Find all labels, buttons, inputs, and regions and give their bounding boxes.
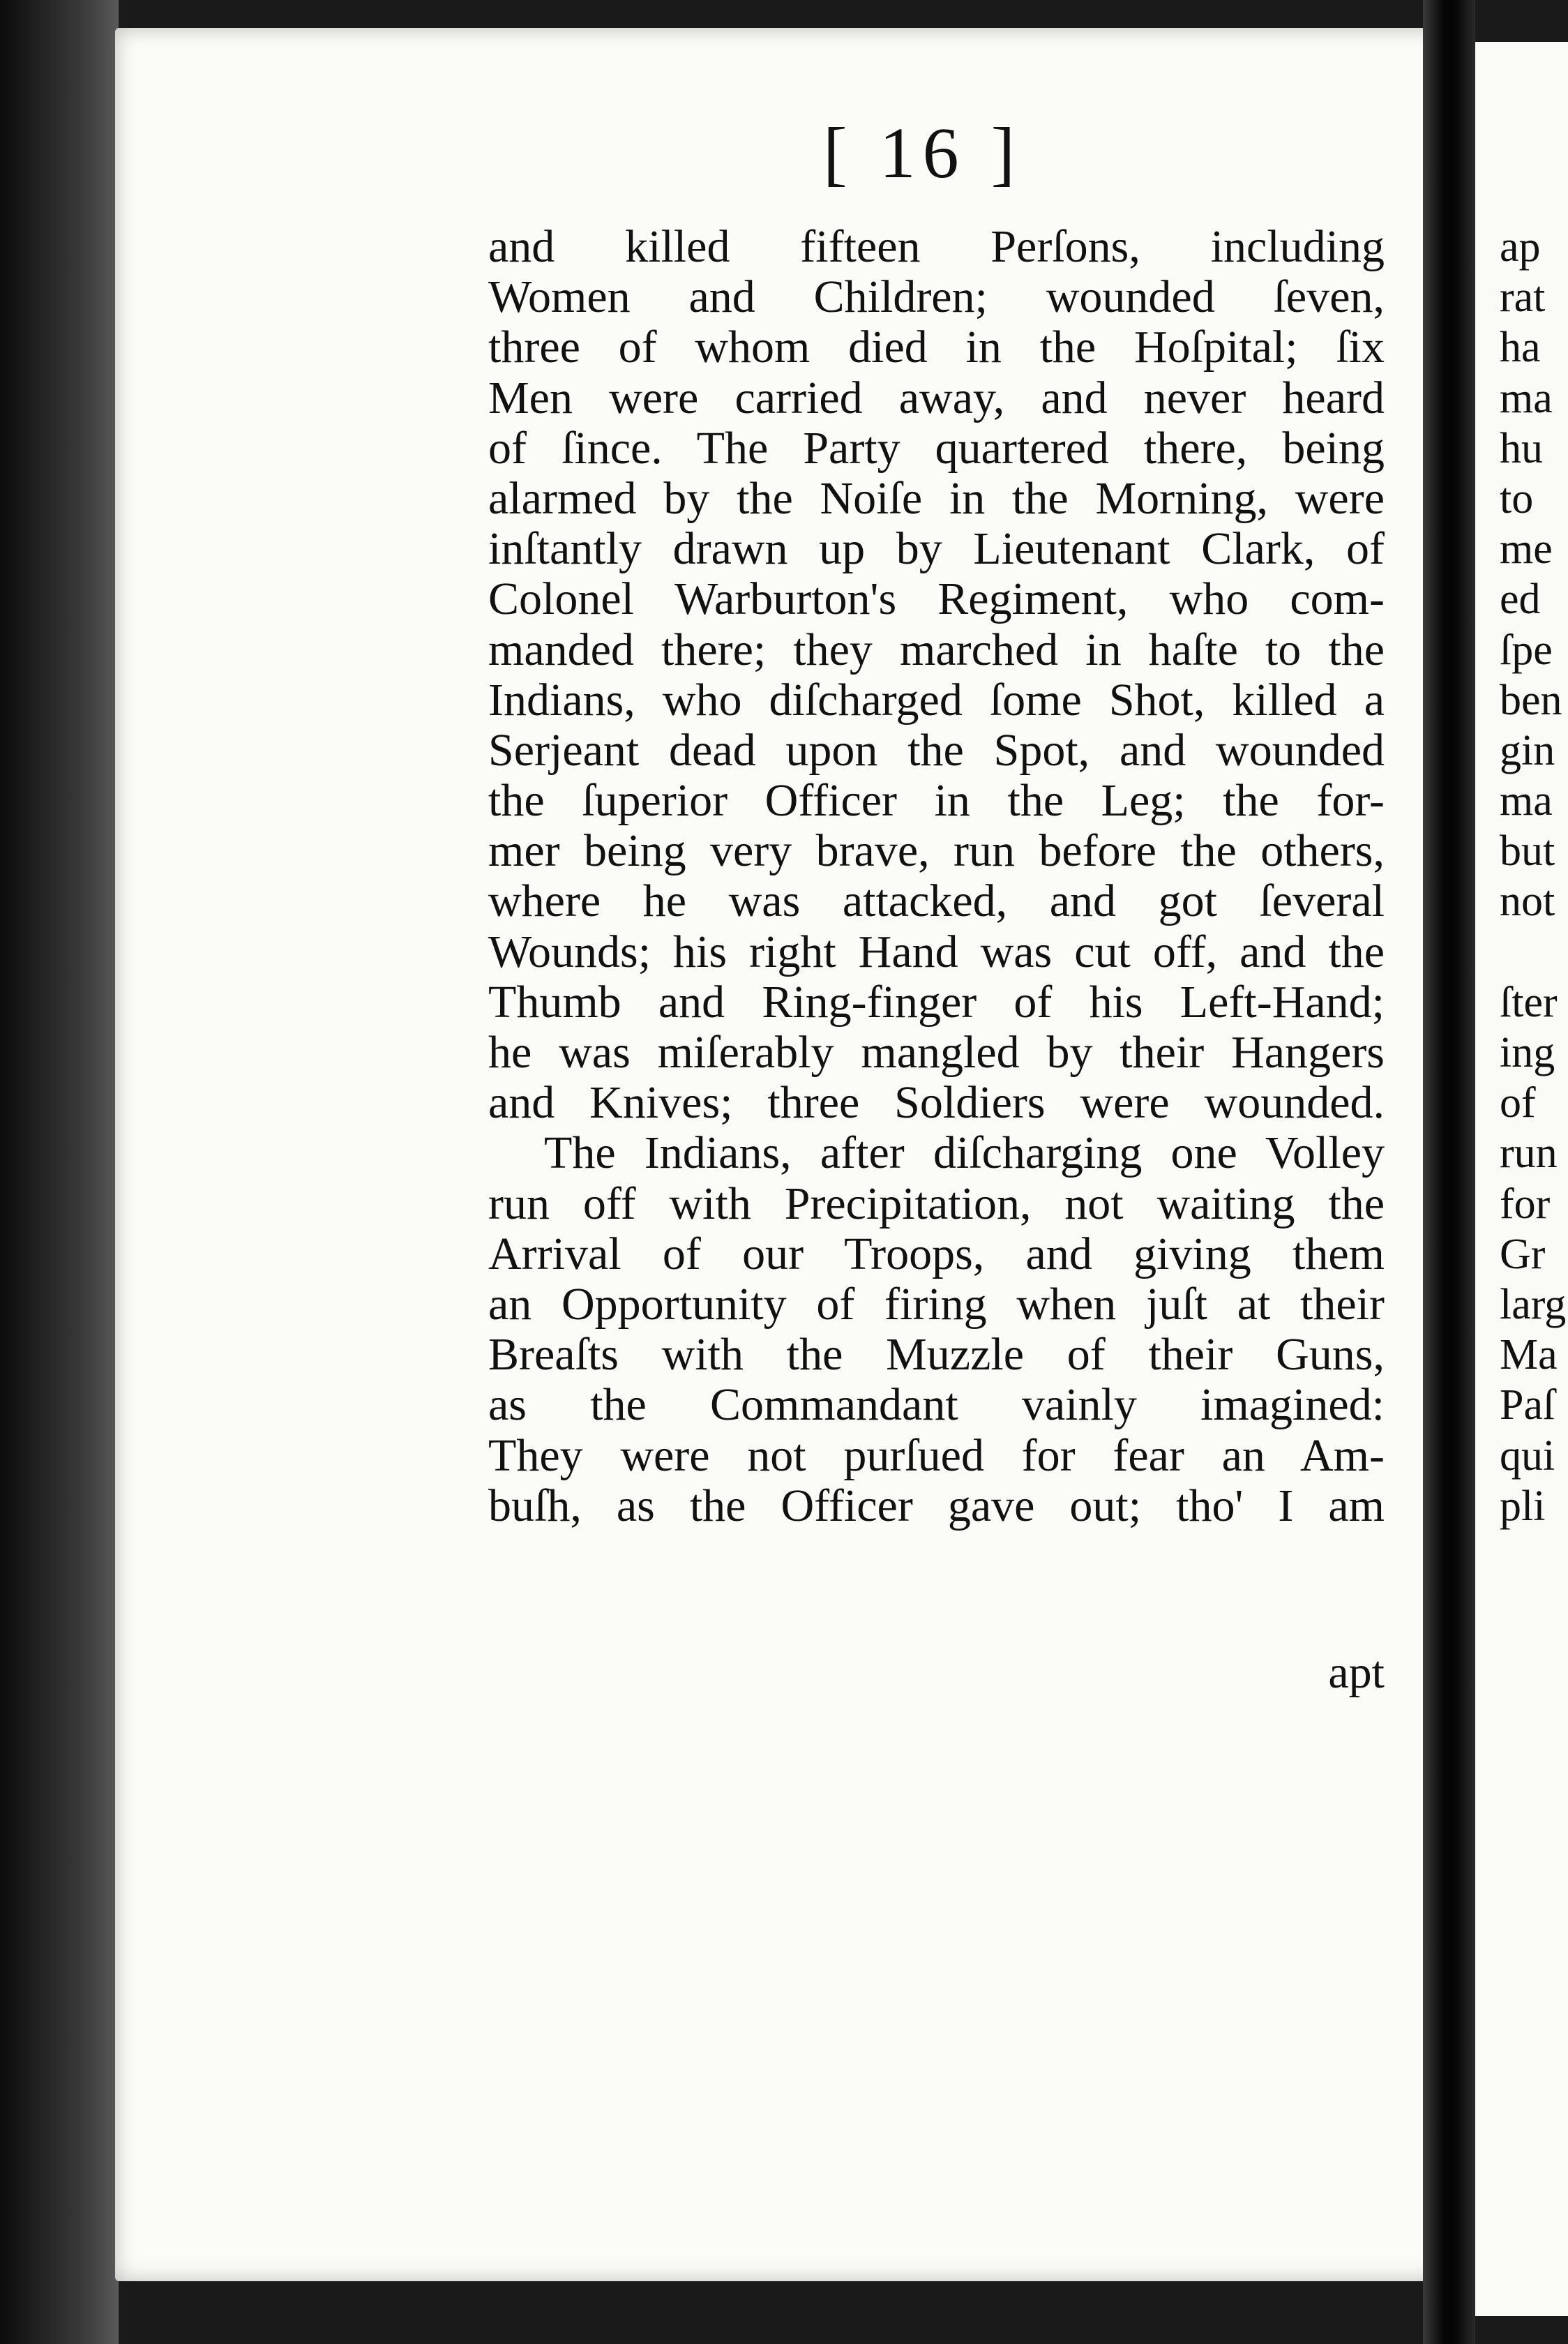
text-line: Women and Children; wounded ſeven, — [488, 271, 1385, 323]
book-binding-left — [0, 0, 119, 2344]
facing-paragraph-gap — [1500, 927, 1568, 977]
page-number: [ 16 ] — [823, 113, 1023, 193]
text-line: Breaſts with the Muzzle of their Guns, — [488, 1329, 1385, 1381]
text-line: They were not purſued for fear an Am- — [488, 1429, 1385, 1481]
facing-line-fragment: ap — [1500, 223, 1541, 271]
text-line: of ſince. The Party quartered there, being — [488, 422, 1385, 474]
facing-line-fragment: for — [1500, 1180, 1551, 1228]
facing-line-fragment: hu — [1500, 424, 1543, 472]
book-gutter — [1423, 0, 1475, 2344]
text-line: as the Commandant vainly imagined: — [488, 1379, 1385, 1431]
facing-line-fragment: Paſ — [1500, 1381, 1555, 1429]
facing-line-fragment: gin — [1500, 726, 1555, 774]
catchword: apt — [1328, 1647, 1385, 1698]
facing-line-fragment: Gr — [1500, 1230, 1546, 1278]
facing-line-fragment: ma — [1500, 374, 1553, 422]
text-line: inſtantly drawn up by Lieutenant Clark, of — [488, 523, 1385, 575]
text-line: he was miſerably mangled by their Hangers — [488, 1027, 1385, 1078]
facing-line-fragment: larg — [1500, 1280, 1567, 1328]
text-line: Indians, who diſcharged ſome Shot, killed a — [488, 674, 1385, 726]
text-line: alarmed by the Noiſe in the Morning, were — [488, 472, 1385, 524]
facing-line-fragment: ing — [1500, 1029, 1555, 1076]
facing-line-fragment: ben — [1500, 676, 1562, 724]
facing-line-fragment: ha — [1500, 324, 1541, 372]
text-line: mer being very brave, run before the others, — [488, 825, 1385, 877]
body-text — [488, 222, 1385, 1531]
facing-line-fragment: of — [1500, 1079, 1536, 1127]
text-line: an Opportunity of firing when juſt at their — [488, 1278, 1385, 1330]
text-line: and killed fifteen Perſons, including — [488, 221, 1385, 272]
facing-line-fragment: me — [1500, 525, 1553, 573]
facing-line-fragment: to — [1500, 474, 1534, 523]
text-line: where he was attacked, and got ſeveral — [488, 876, 1385, 927]
facing-page-text — [1500, 222, 1568, 1531]
facing-line-fragment: pli — [1500, 1482, 1546, 1530]
facing-line-fragment: ed — [1500, 576, 1541, 624]
text-line: manded there; they marched in haſte to the — [488, 624, 1385, 675]
facing-line-fragment: run — [1500, 1129, 1558, 1178]
text-line: Arrival of our Troops, and giving them — [488, 1228, 1385, 1279]
text-line: Serjeant dead upon the Spot, and wounded — [488, 724, 1385, 776]
text-line: and Knives; three Soldiers were wounded. — [488, 1077, 1385, 1129]
facing-line-fragment: qui — [1500, 1432, 1555, 1480]
text-line: Colonel Warburton's Regiment, who com- — [488, 573, 1385, 625]
text-line: Thumb and Ring-finger of his Left-Hand; — [488, 976, 1385, 1028]
facing-line-fragment: rat — [1500, 273, 1546, 322]
facing-line-fragment: ma — [1500, 777, 1553, 825]
facing-line-fragment: but — [1500, 827, 1555, 876]
text-line: Men were carried away, and never heard — [488, 372, 1385, 423]
text-line: Wounds; his right Hand was cut off, and the — [488, 926, 1385, 977]
facing-line-fragment: Ma — [1500, 1331, 1558, 1379]
text-line: the ſuperior Officer in the Leg; the for- — [488, 775, 1385, 827]
text-line: three of whom died in the Hoſpital; ſix — [488, 322, 1385, 373]
facing-line-fragment: ſpe — [1500, 626, 1553, 674]
text-line: run off with Precipitation, not waiting the — [488, 1178, 1385, 1229]
facing-line-fragment: not — [1500, 878, 1555, 926]
text-line: buſh, as the Officer gave out; tho' I am — [488, 1480, 1385, 1531]
facing-line-fragment: ſter — [1500, 978, 1558, 1026]
paragraph-first-line: The Indians, after diſcharging one Volley — [544, 1127, 1385, 1179]
